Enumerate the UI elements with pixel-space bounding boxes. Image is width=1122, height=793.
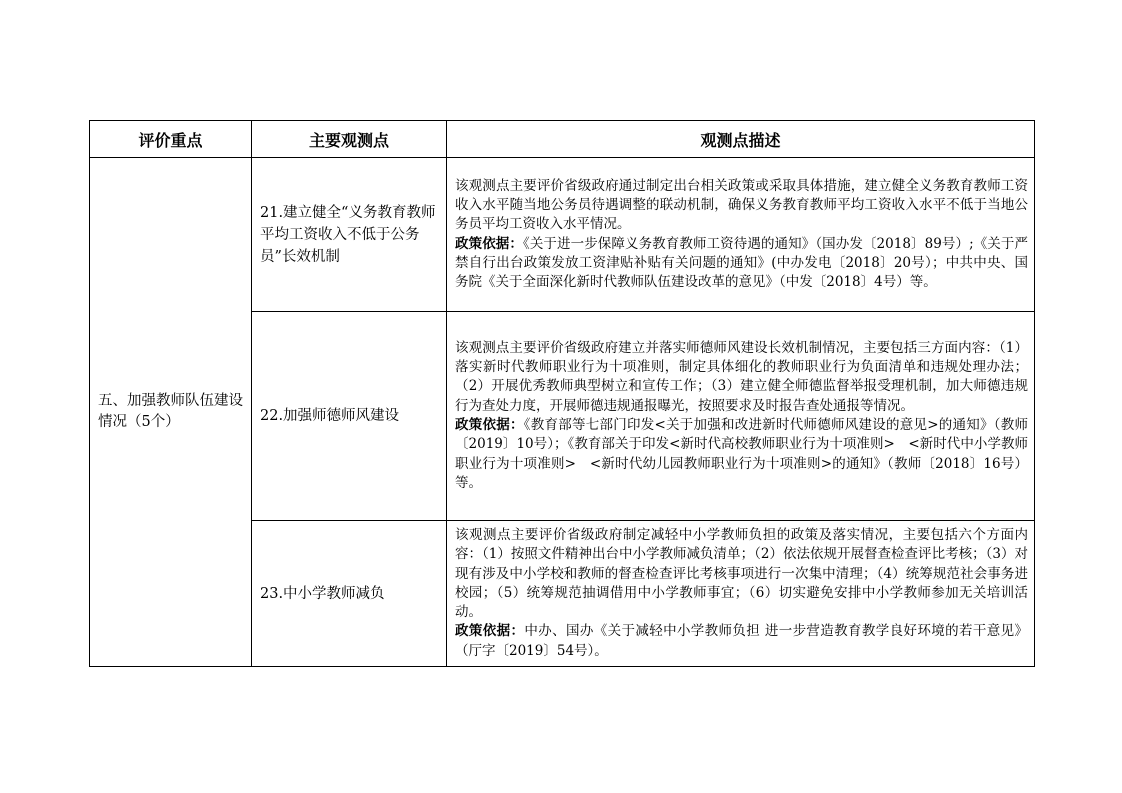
evaluation-table	[89, 120, 1035, 667]
header-row	[90, 121, 1035, 158]
policy-basis	[455, 622, 1028, 661]
description-text: 该观测点主要评价省级政府通过制定出台相关政策或采取具体措施，建立健全义务教育教师工资收入水平随当地公务员待遇调整的联动机制，确保义务教育教师平均工资收入水平不低于当地公务员平均工资收入水平情况。	[455, 177, 1028, 233]
policy-basis-label: 政策依据：	[455, 417, 524, 433]
evaluation-focus-cell: 五、加强教师队伍建设情况（5个）	[90, 158, 252, 667]
observation-point-cell: 21.建立健全“义务教育教师平均工资收入不低于公务员”长效机制	[252, 158, 447, 312]
description-text: 该观测点主要评价省级政府制定减轻中小学教师负担的政策及落实情况，主要包括六个方面内容：（1）按照文件精神出台中小学教师减负清单；（2）依法依规开展督查检查评比考核；（3）对现有涉及中小学校和教师的督查检查评比考核事项进行一次集中清理；（4）统筹规范社会事务进校园；（5）统筹规范抽调借用中小学教师事宜；（6）切实避免安排中小学教师参加无关培训活动。	[455, 526, 1028, 621]
observation-description-cell	[447, 312, 1035, 521]
header-observation-point: 主要观测点	[252, 121, 447, 158]
policy-basis-text: 《关于进一步保障义务教育教师工资待遇的通知》（国办发〔2018〕89号）;《关于严禁自行出台政策发放工资津贴补贴有关问题的通知》(中办发电〔2018〕20号）；中共中央、国务院《关于全面深化新时代教师队伍建设改革的意见》（中发〔2018〕4号）等。	[455, 235, 1028, 291]
table-row	[90, 158, 1035, 312]
observation-description-cell	[447, 158, 1035, 312]
policy-basis	[455, 416, 1028, 493]
policy-basis	[455, 235, 1028, 293]
policy-basis-text: 中办、国办《关于减轻中小学教师负担 进一步营造教育教学良好环境的若干意见》（厅字〔2019〕54号）。	[455, 623, 1028, 659]
policy-basis-label: 政策依据：	[455, 623, 525, 640]
observation-point-cell: 23.中小学教师减负	[252, 521, 447, 667]
observation-point-cell: 22.加强师德师风建设	[252, 312, 447, 521]
header-evaluation-focus: 评价重点	[90, 121, 252, 158]
observation-description-cell	[447, 521, 1035, 667]
description-text: 该观测点主要评价省级政府建立并落实师德师风建设长效机制情况，主要包括三方面内容：（1）落实新时代教师职业行为十项准则，制定具体细化的教师职业行为负面清单和违规处理办法；（2）开展优秀教师典型树立和宣传工作；（3）建立健全师德监督举报受理机制，加大师德违规行为查处力度，开展师德违规通报曝光，按照要求及时报告查处通报等情况。	[455, 339, 1028, 414]
policy-basis-text: 《教育部等七部门印发<关于加强和改进新时代师德师风建设的意见>的通知》（教师〔2019〕10号）；《教育部关于印发<新时代高校教师职业行为十项准则> <新时代中小学教师职业行为十项准则> <新时代幼儿园教师职业行为十项准则>的通知》（教师〔2018〕16号）等。	[455, 417, 1029, 491]
policy-basis-label: 政策依据：	[455, 235, 523, 252]
header-observation-description: 观测点描述	[447, 121, 1035, 158]
